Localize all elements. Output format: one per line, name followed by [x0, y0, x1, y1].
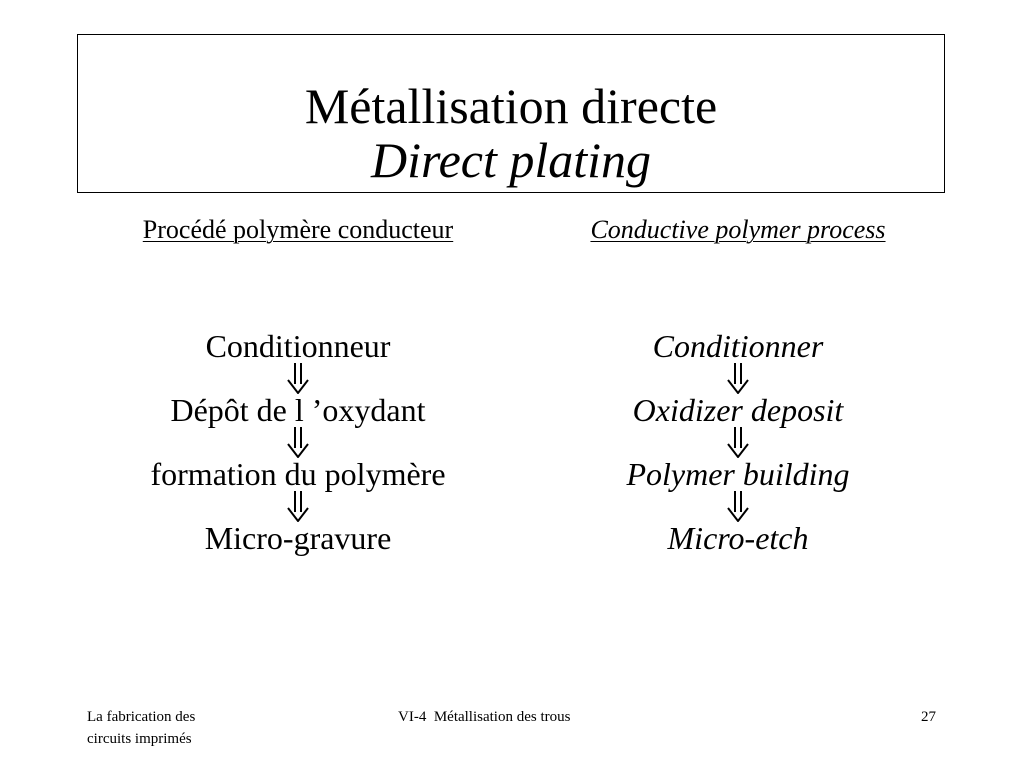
left-step-2: Dépôt de l ’oxydant	[170, 392, 426, 428]
footer-course-title	[87, 706, 267, 750]
left-step-3: formation du polymère	[150, 456, 446, 492]
title-box	[77, 34, 945, 193]
double-down-arrow-icon	[532, 426, 944, 458]
left-step-1: Conditionneur	[205, 328, 391, 364]
double-down-arrow-icon	[532, 362, 944, 394]
left-steps	[80, 314, 516, 570]
left-column	[80, 210, 516, 570]
slide-subtitle: Direct plating	[370, 132, 652, 188]
double-down-arrow-icon	[80, 426, 516, 458]
right-column-heading: Conductive polymer process	[590, 215, 886, 244]
right-step-3: Polymer building	[626, 456, 850, 492]
footer-left-line-1: La fabrication des	[87, 709, 196, 725]
slide-title: Métallisation directe	[304, 78, 718, 134]
right-step-2: Oxidizer deposit	[632, 392, 844, 428]
right-column	[532, 210, 944, 570]
left-step-4: Micro-gravure	[204, 520, 392, 556]
right-steps	[532, 314, 944, 570]
footer-section-title: VI-4 Métallisation des trous	[398, 709, 571, 725]
right-step-1: Conditionner	[652, 328, 824, 364]
double-down-arrow-icon	[80, 362, 516, 394]
double-down-arrow-icon	[532, 490, 944, 522]
footer-left-line-2: circuits imprimés	[87, 731, 192, 747]
double-down-arrow-icon	[80, 490, 516, 522]
page-number: 27	[921, 709, 936, 725]
left-column-heading: Procédé polymère conducteur	[142, 215, 454, 244]
right-step-4: Micro-etch	[667, 520, 809, 556]
